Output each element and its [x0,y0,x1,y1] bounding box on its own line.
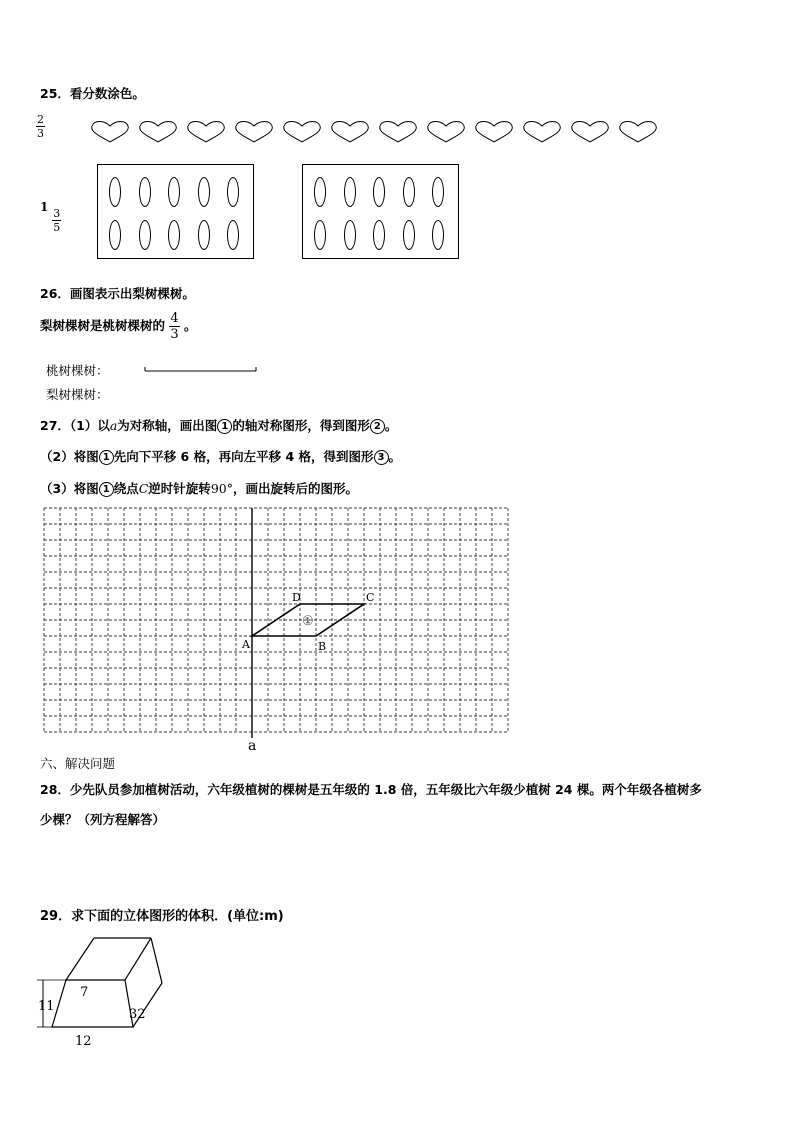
text-part: 绕点 [113,481,139,496]
point-label-c: C [366,591,375,604]
q25-title: 25．看分数涂色。 [40,86,145,101]
q27-line2 [40,447,401,465]
prism-figure [28,930,168,1050]
shape-label: ① [302,614,314,629]
axis-label: a [248,738,257,752]
axis-variable: a [109,418,118,433]
text-part: （2）将图 [40,449,99,464]
heart-shape[interactable] [236,122,273,143]
oval-shape[interactable] [344,177,356,207]
peach-label: 桃树棵树： [46,363,109,378]
q27-line1 [40,416,397,434]
q27-line3 [40,479,358,497]
heart-shape[interactable] [140,122,177,143]
text-part: 27．（1）以 [40,418,110,433]
oval-shape[interactable] [432,220,444,250]
oval-shape[interactable] [432,177,444,207]
label-height: 11 [38,999,55,1014]
statement-prefix: 梨树棵树是桃树棵树的 [40,318,166,333]
heart-shape[interactable] [380,122,417,143]
text-part: 为对称轴，画出图 [117,418,218,433]
fraction-denominator: 5 [53,221,61,234]
fraction-denominator: 3 [37,127,44,140]
square-grid [36,504,516,752]
point-label-b: B [318,640,327,653]
oval-shape[interactable] [139,177,151,207]
q26-statement [40,312,197,341]
heart-row [88,118,668,146]
heart-shape[interactable] [92,122,129,143]
oval-shape[interactable] [198,220,210,250]
oval-shape[interactable] [109,220,121,250]
oval-shape[interactable] [373,177,385,207]
text-part: 。 [384,418,398,433]
oval-box-2 [302,164,459,259]
fraction-numerator: 3 [53,207,61,220]
text-part: 。 [388,449,402,464]
point-variable: C [138,481,149,496]
fraction-denominator: 3 [170,327,179,342]
oval-shape[interactable] [168,220,180,250]
q25-fraction-two-thirds [36,113,45,139]
heart-shape[interactable] [620,122,657,143]
oval-box-1 [97,164,254,259]
label-top: 7 [80,985,89,1000]
fraction-numerator: 2 [37,113,44,126]
circled-1: 1 [99,482,114,497]
text-part: ，画出旋转后的图形。 [232,481,358,496]
degree-value: 90° [210,481,233,496]
oval-shape[interactable] [227,177,239,207]
heart-shape[interactable] [476,122,513,143]
oval-shape[interactable] [314,220,326,250]
point-label-a: A [242,638,250,651]
heart-shape[interactable] [188,122,225,143]
oval-shape[interactable] [373,220,385,250]
circled-1: 1 [99,450,114,465]
oval-shape[interactable] [344,220,356,250]
mixed-whole: 1 [40,200,49,214]
statement-suffix: 。 [184,318,197,333]
oval-shape[interactable] [109,177,121,207]
heart-shape[interactable] [572,122,609,143]
text-part: （3）将图 [40,481,99,496]
circled-2: 2 [370,419,385,434]
text-part: 的轴对称图形，得到图形 [232,418,370,433]
q29-title: 29．求下面的立体图形的体积．(单位:m) [40,909,284,924]
heart-shape[interactable] [332,122,369,143]
oval-shape[interactable] [403,177,415,207]
peach-segment [142,364,260,374]
section-heading: 六、解决问题 [40,756,116,771]
heart-shape[interactable] [284,122,321,143]
circled-3: 3 [374,450,389,465]
oval-shape[interactable] [314,177,326,207]
oval-shape[interactable] [198,177,210,207]
oval-shape[interactable] [403,220,415,250]
circled-1: 1 [217,419,232,434]
heart-shape[interactable] [524,122,561,143]
point-label-d: D [292,591,301,604]
fraction-numerator: 4 [170,311,179,326]
heart-shape[interactable] [428,122,465,143]
text-part: 先向下平移 6 格，再向左平移 4 格，得到图形 [113,449,374,464]
q28-line2: 少棵？（列方程解答） [40,812,166,827]
pear-label: 梨树棵树： [46,387,109,402]
oval-shape[interactable] [227,220,239,250]
label-bottom: 12 [75,1034,92,1049]
oval-shape[interactable] [168,177,180,207]
q25-mixed-number [40,200,61,233]
text-part: 逆时针旋转 [148,481,211,496]
label-depth: 32 [129,1007,146,1022]
q28-line1: 28．少先队员参加植树活动，六年级植树的棵树是五年级的 1.8 倍，五年级比六年级少植树 24 棵。两个年级各植树多 [40,782,702,797]
oval-shape[interactable] [139,220,151,250]
front-trapezoid [52,980,133,1027]
q26-title: 26．画图表示出梨树棵树。 [40,286,195,301]
